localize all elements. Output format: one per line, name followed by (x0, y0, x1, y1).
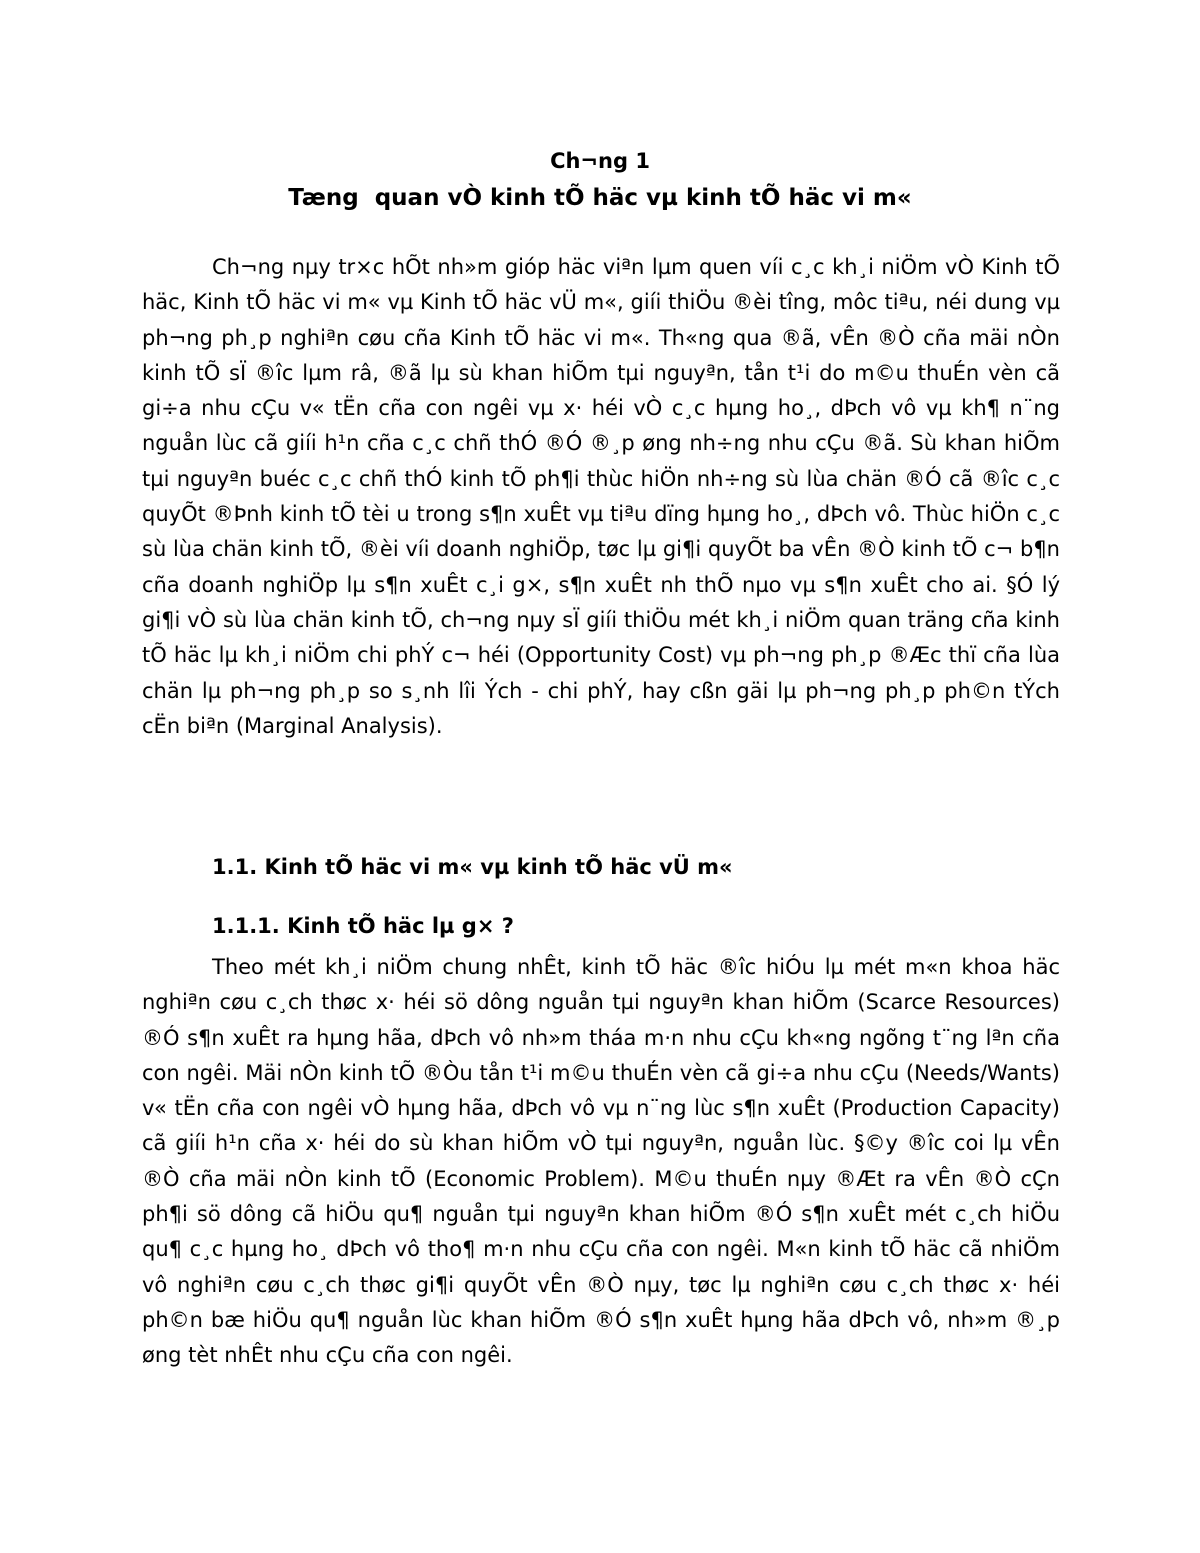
body-paragraph: Theo mét kh¸i niÖm chung nhÊt, kinh tÕ häc ®îc hiÓu lµ mét m«n khoa häc nghiªn cøu c¸ch thøc x· héi sö dông nguån tµi nguyªn khan hiÕm (Scarce Resources) ®Ó s¶n xuÊt ra hµng hãa, dÞch vô nh»m tháa m·n nhu cÇu kh«ng ngõng t¨ng lªn cña con ngêi. Mäi nÒn kinh tÕ ®Òu tån t¹i m©u thuÉn vèn cã gi÷a nhu cÇu (Needs/Wants) v« tËn cña con ngêi vÒ hµng hãa, dÞch vô vµ n¨ng lùc s¶n xuÊt (Production Capacity) cã giíi h¹n cña x· héi do sù khan hiÕm vÒ tµi nguyªn, nguån lùc. §©y ®îc coi lµ vÊn ®Ò cña mäi nÒn kinh tÕ (Economic Problem). M©u thuÉn nµy ®Æt ra vÊn ®Ò cÇn ph¶i sö dông cã hiÖu qu¶ nguån tµi nguyªn khan hiÕm ®Ó s¶n xuÊt mét c¸ch hiÖu qu¶ c¸c hµng ho¸ dÞch vô tho¶ m·n nhu cÇu cña con ngêi. M«n kinh tÕ häc cã nhiÖm vô nghiªn cøu c¸ch thøc gi¶i quyÕt vÊn ®Ò nµy, tøc lµ nghiªn cøu c¸ch thøc x· héi ph©n bæ hiÖu qu¶ nguån lùc khan hiÕm ®Ó s¶n xuÊt hµng hãa dÞch vô, nh»m ®¸p øng tèt nhÊt nhu cÇu cña con ngêi. (142, 955, 1060, 1368)
subsection-heading: 1.1.1. Kinh tÕ häc lµ g× ? (212, 914, 514, 938)
intro-paragraph: Ch¬ng nµy tr×c hÕt nh»m gióp häc viªn lµm quen víi c¸c kh¸i niÖm vÒ Kinh tÕ häc, Kinh tÕ häc vi m« vµ Kinh tÕ häc vÜ m«, giíi thiÖu ®èi tîng, môc tiªu, néi dung vµ ph¬ng ph¸p nghiªn cøu cña Kinh tÕ häc vi m«. Th«ng qua ®ã, vÊn ®Ò cña mäi nÒn kinh tÕ sÏ ®îc lµm râ, ®ã lµ sù khan hiÕm tµi nguyªn, tån t¹i do m©u thuÉn vèn cã gi÷a nhu cÇu v« tËn cña con ngêi vµ x· héi vÒ c¸c hµng ho¸, dÞch vô vµ kh¶ n¨ng nguån lùc cã giíi h¹n cña c¸c chñ thÓ ®Ó ®¸p øng nh÷ng nhu cÇu ®ã. Sù khan hiÕm tµi nguyªn buéc c¸c chñ thÓ kinh tÕ ph¶i thùc hiÖn nh÷ng sù lùa chän ®Ó cã ®îc c¸c quyÕt ®Þnh kinh tÕ tèi u trong s¶n xuÊt vµ tiªu dïng hµng ho¸, dÞch vô. Thùc hiÖn c¸c sù lùa chän kinh tÕ, ®èi víi doanh nghiÖp, tøc lµ gi¶i quyÕt ba vÊn ®Ò kinh tÕ c¬ b¶n cña doanh nghiÖp lµ s¶n xuÊt c¸i g×, s¶n xuÊt nh thÕ nµo vµ s¶n xuÊt cho ai. §Ó lý gi¶i vÒ sù lùa chän kinh tÕ, ch¬ng nµy sÏ giíi thiÖu mét kh¸i niÖm quan träng cña kinh tÕ häc lµ kh¸i niÖm chi phÝ c¬ héi (Opportunity Cost) vµ ph¬ng ph¸p ®Æc thï cña lùa chän lµ ph¬ng ph¸p so s¸nh lîi Ých - chi phÝ, hay cßn gäi lµ ph¬ng ph¸p ph©n tÝch cËn biªn (Marginal Analysis). (142, 255, 1060, 738)
chapter-title: Tæng quan vÒ kinh tÕ häc vµ kinh tÕ häc vi m« (288, 185, 912, 211)
chapter-label: Ch¬ng 1 (550, 149, 650, 173)
section-heading: 1.1. Kinh tÕ häc vi m« vµ kinh tÕ häc vÜ m« (212, 855, 733, 879)
